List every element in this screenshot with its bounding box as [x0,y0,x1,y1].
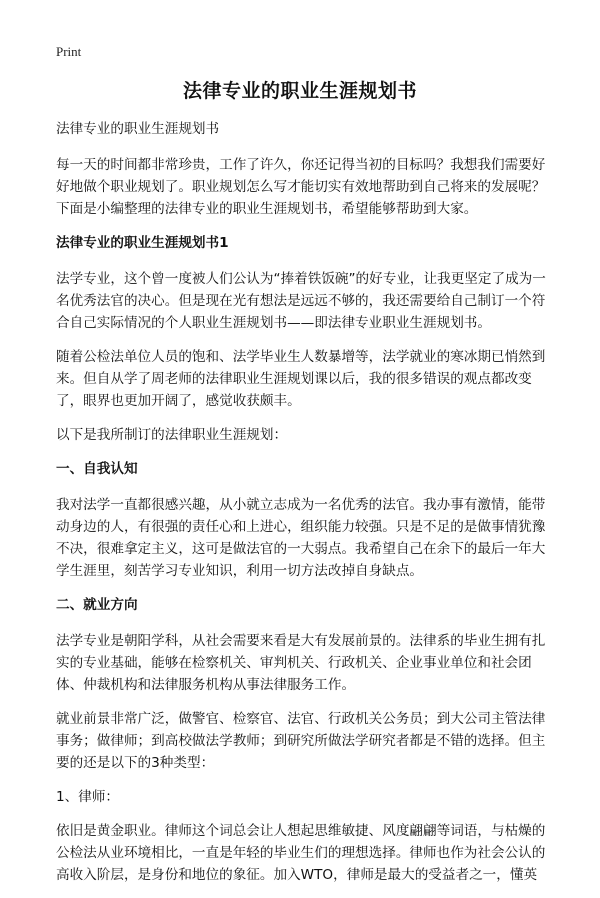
paragraph: 依旧是黄金职业。律师这个词总会让人想起思维敏捷、风度翩翩等词语，与枯燥的公检法从业环境相比，一直是年轻的毕业生们的理想选择。律师也作为社会公认的高收入阶层，是身份和地位的象征。加入WTO，律师是最大的受益者之一，懂英 [56,823,546,883]
section-heading-employment: 二、就业方向 [56,597,138,613]
paragraph: 法学专业，这个曾一度被人们公认为“捧着铁饭碗”的好专业，让我更坚定了成为一名优秀法官的决心。但是现在光有想法是远远不够的，我还需要给自己制订一个符合自己实际情况的个人职业生涯规划书——即法律专业职业生涯规划书。 [56,271,546,331]
paragraph: 随着公检法单位人员的饱和、法学毕业生人数暴增等，法学就业的寒冰期已悄然到来。但自从学了周老师的法律职业生涯规划课以后，我的很多错误的观点都改变了，眼界也更加开阔了，感觉收获颇丰。 [56,349,546,409]
section-heading: 法律专业的职业生涯规划书1 [56,235,229,251]
paragraph: 法学专业是朝阳学科，从社会需要来看是大有发展前景的。法律系的毕业生拥有扎实的专业基础，能够在检察机关、审判机关、行政机关、企业事业单位和社会团体、仲裁机构和法律服务机构从事法律服务工作。 [56,633,546,693]
paragraph: 我对法学一直都很感兴趣，从小就立志成为一名优秀的法官。我办事有激情，能带动身边的人，有很强的责任心和上进心，组织能力较强。只是不足的是做事情犹豫不决，很难拿定主义，这可是做法官的一大弱点。我希望自己在余下的最后一年大学生涯里，刻苦学习专业知识，利用一切方法改掉自身缺点。 [56,497,546,579]
document-subtitle: 法律专业的职业生涯规划书 [56,121,220,137]
document-title: 法律专业的职业生涯规划书 [182,80,417,102]
print-label[interactable]: Print [56,44,82,59]
list-item-label: 1、律师： [56,789,120,805]
paragraph: 就业前景非常广泛，做警官、检察官、法官、行政机关公务员；到大公司主管法律事务；做律师；到高校做法学教师；到研究所做法学研究者都是不错的选择。但主要的还是以下的3种类型： [56,711,546,771]
document-body [56,118,554,898]
intro-paragraph: 每一天的时间都非常珍贵，工作了许久，你还记得当初的目标吗？我想我们需要好好地做个职业规划了。职业规划怎么写才能切实有效地帮助到自己将来的发展呢？下面是小编整理的法律专业的职业生涯规划书，希望能够帮助到大家。 [56,157,546,217]
paragraph: 以下是我所制订的法律职业生涯规划： [56,427,288,443]
section-heading-self-awareness: 一、自我认知 [56,461,138,477]
